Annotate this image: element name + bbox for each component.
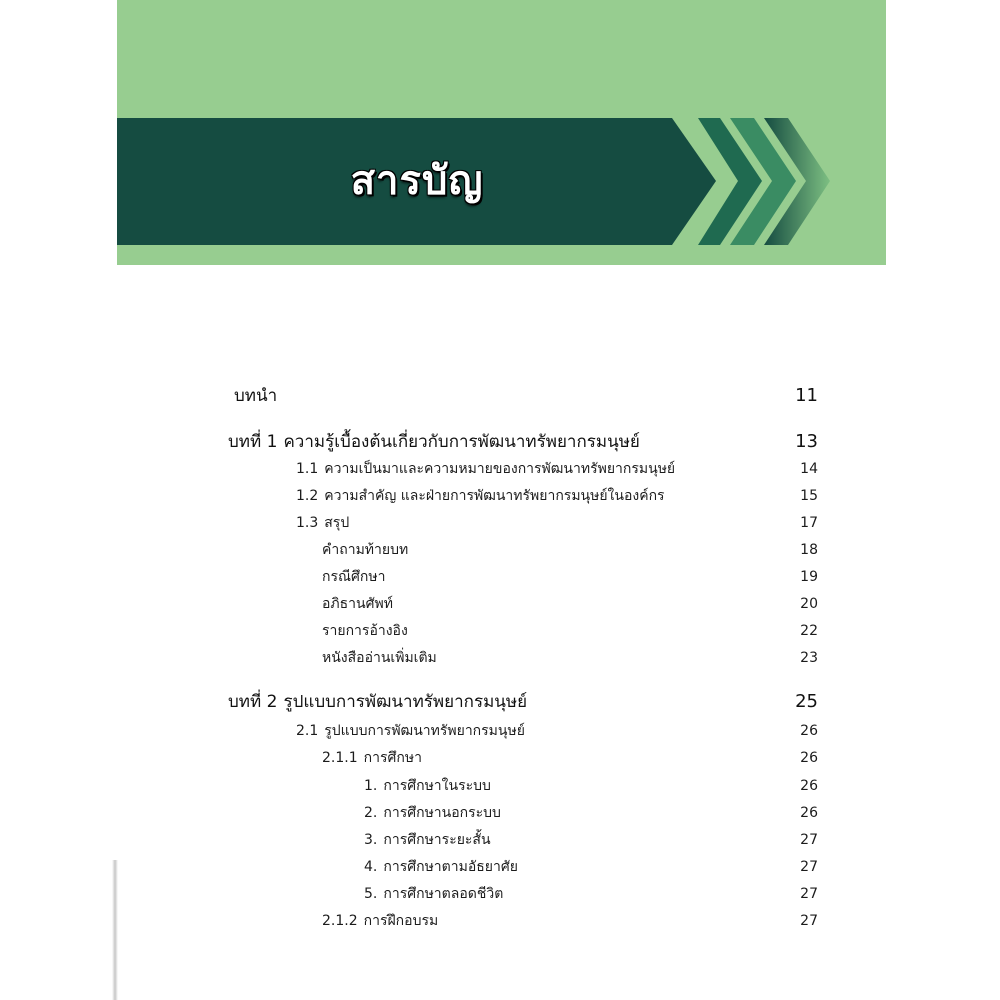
toc-row[interactable] bbox=[322, 593, 818, 615]
toc-row[interactable] bbox=[322, 539, 818, 561]
toc-label: รายการอ้างอิง bbox=[322, 623, 408, 639]
toc-row[interactable] bbox=[322, 566, 818, 588]
toc-number: 1. bbox=[364, 778, 378, 794]
toc-page: 26 bbox=[800, 723, 818, 739]
toc-page: 26 bbox=[800, 778, 818, 794]
toc-label: รูปแบบการพัฒนาทรัพยากรมนุษย์ bbox=[324, 723, 525, 739]
toc-page: 27 bbox=[800, 859, 818, 875]
toc-number: บทที่ 2 bbox=[228, 692, 278, 712]
toc-label: กรณีศึกษา bbox=[322, 569, 386, 585]
toc-page: 27 bbox=[800, 886, 818, 902]
toc-label: การศึกษาตลอดชีวิต bbox=[383, 886, 504, 902]
toc-label: ความรู้เบื้องต้นเกี่ยวกับการพัฒนาทรัพยากรมนุษย์ bbox=[283, 432, 640, 452]
toc-row[interactable] bbox=[296, 720, 818, 742]
toc-page: 19 bbox=[800, 569, 818, 585]
toc-label: การศึกษาตามอัธยาศัย bbox=[383, 859, 518, 875]
toc-page: 26 bbox=[800, 805, 818, 821]
toc-page: 25 bbox=[795, 691, 818, 712]
toc-row[interactable] bbox=[364, 856, 818, 878]
page-title: สารบัญ bbox=[350, 158, 484, 204]
toc-page: 15 bbox=[800, 488, 818, 504]
toc-page: 23 bbox=[800, 650, 818, 666]
toc-number: 1.2 bbox=[296, 488, 319, 504]
toc-label: อภิธานศัพท์ bbox=[322, 596, 393, 612]
toc-number: 2.1 bbox=[296, 723, 319, 739]
toc-number: 2. bbox=[364, 805, 378, 821]
toc-label: การศึกษา bbox=[363, 750, 422, 766]
toc-page: 17 bbox=[800, 515, 818, 531]
toc-label: ความสำคัญ และฝ่ายการพัฒนาทรัพยากรมนุษย์ในองค์กร bbox=[324, 488, 665, 504]
toc-page: 27 bbox=[800, 913, 818, 929]
toc-row-intro[interactable] bbox=[228, 382, 818, 409]
toc-number: 2.1.2 bbox=[322, 913, 358, 929]
toc-label: การศึกษานอกระบบ bbox=[383, 805, 501, 821]
toc-number: 1.1 bbox=[296, 461, 319, 477]
toc-label: สรุป bbox=[324, 515, 350, 531]
toc-number: บทที่ 1 bbox=[228, 432, 278, 452]
toc-row-chapter-1[interactable] bbox=[228, 428, 818, 455]
toc-number: 3. bbox=[364, 832, 378, 848]
toc-number: 5. bbox=[364, 886, 378, 902]
toc-row-chapter-2[interactable] bbox=[228, 688, 818, 715]
toc-page: 27 bbox=[800, 832, 818, 848]
toc-number: 4. bbox=[364, 859, 378, 875]
toc-number: 1.3 bbox=[296, 515, 319, 531]
toc-label: หนังสืออ่านเพิ่มเติม bbox=[322, 650, 437, 666]
toc-row[interactable] bbox=[322, 910, 818, 932]
toc-page: 11 bbox=[795, 385, 818, 406]
toc-label: รูปแบบการพัฒนาทรัพยากรมนุษย์ bbox=[283, 692, 528, 712]
toc-row[interactable] bbox=[322, 620, 818, 642]
toc-label: ความเป็นมาและความหมายของการพัฒนาทรัพยากรมนุษย์ bbox=[324, 461, 676, 477]
toc-page: 22 bbox=[800, 623, 818, 639]
toc-label: การฝึกอบรม bbox=[363, 913, 439, 929]
toc-label: คำถามท้ายบท bbox=[322, 542, 409, 558]
toc-page: 14 bbox=[800, 461, 818, 477]
toc-row[interactable] bbox=[322, 747, 818, 769]
toc-number: 2.1.1 bbox=[322, 750, 358, 766]
toc-label: การศึกษาในระบบ bbox=[383, 778, 491, 794]
toc-row[interactable] bbox=[364, 802, 818, 824]
toc-row[interactable] bbox=[296, 485, 818, 507]
toc-page: 13 bbox=[795, 431, 818, 452]
toc-page: 26 bbox=[800, 750, 818, 766]
toc-page: 20 bbox=[800, 596, 818, 612]
toc-label: การศึกษาระยะสั้น bbox=[383, 832, 491, 848]
toc-label: บทนำ bbox=[234, 386, 278, 406]
toc-row[interactable] bbox=[322, 647, 818, 669]
toc-page: 18 bbox=[800, 542, 818, 558]
toc-row[interactable] bbox=[364, 829, 818, 851]
toc-row[interactable] bbox=[296, 512, 818, 534]
toc-row[interactable] bbox=[364, 883, 818, 905]
toc-row[interactable] bbox=[364, 775, 818, 797]
toc-row[interactable] bbox=[296, 458, 818, 480]
